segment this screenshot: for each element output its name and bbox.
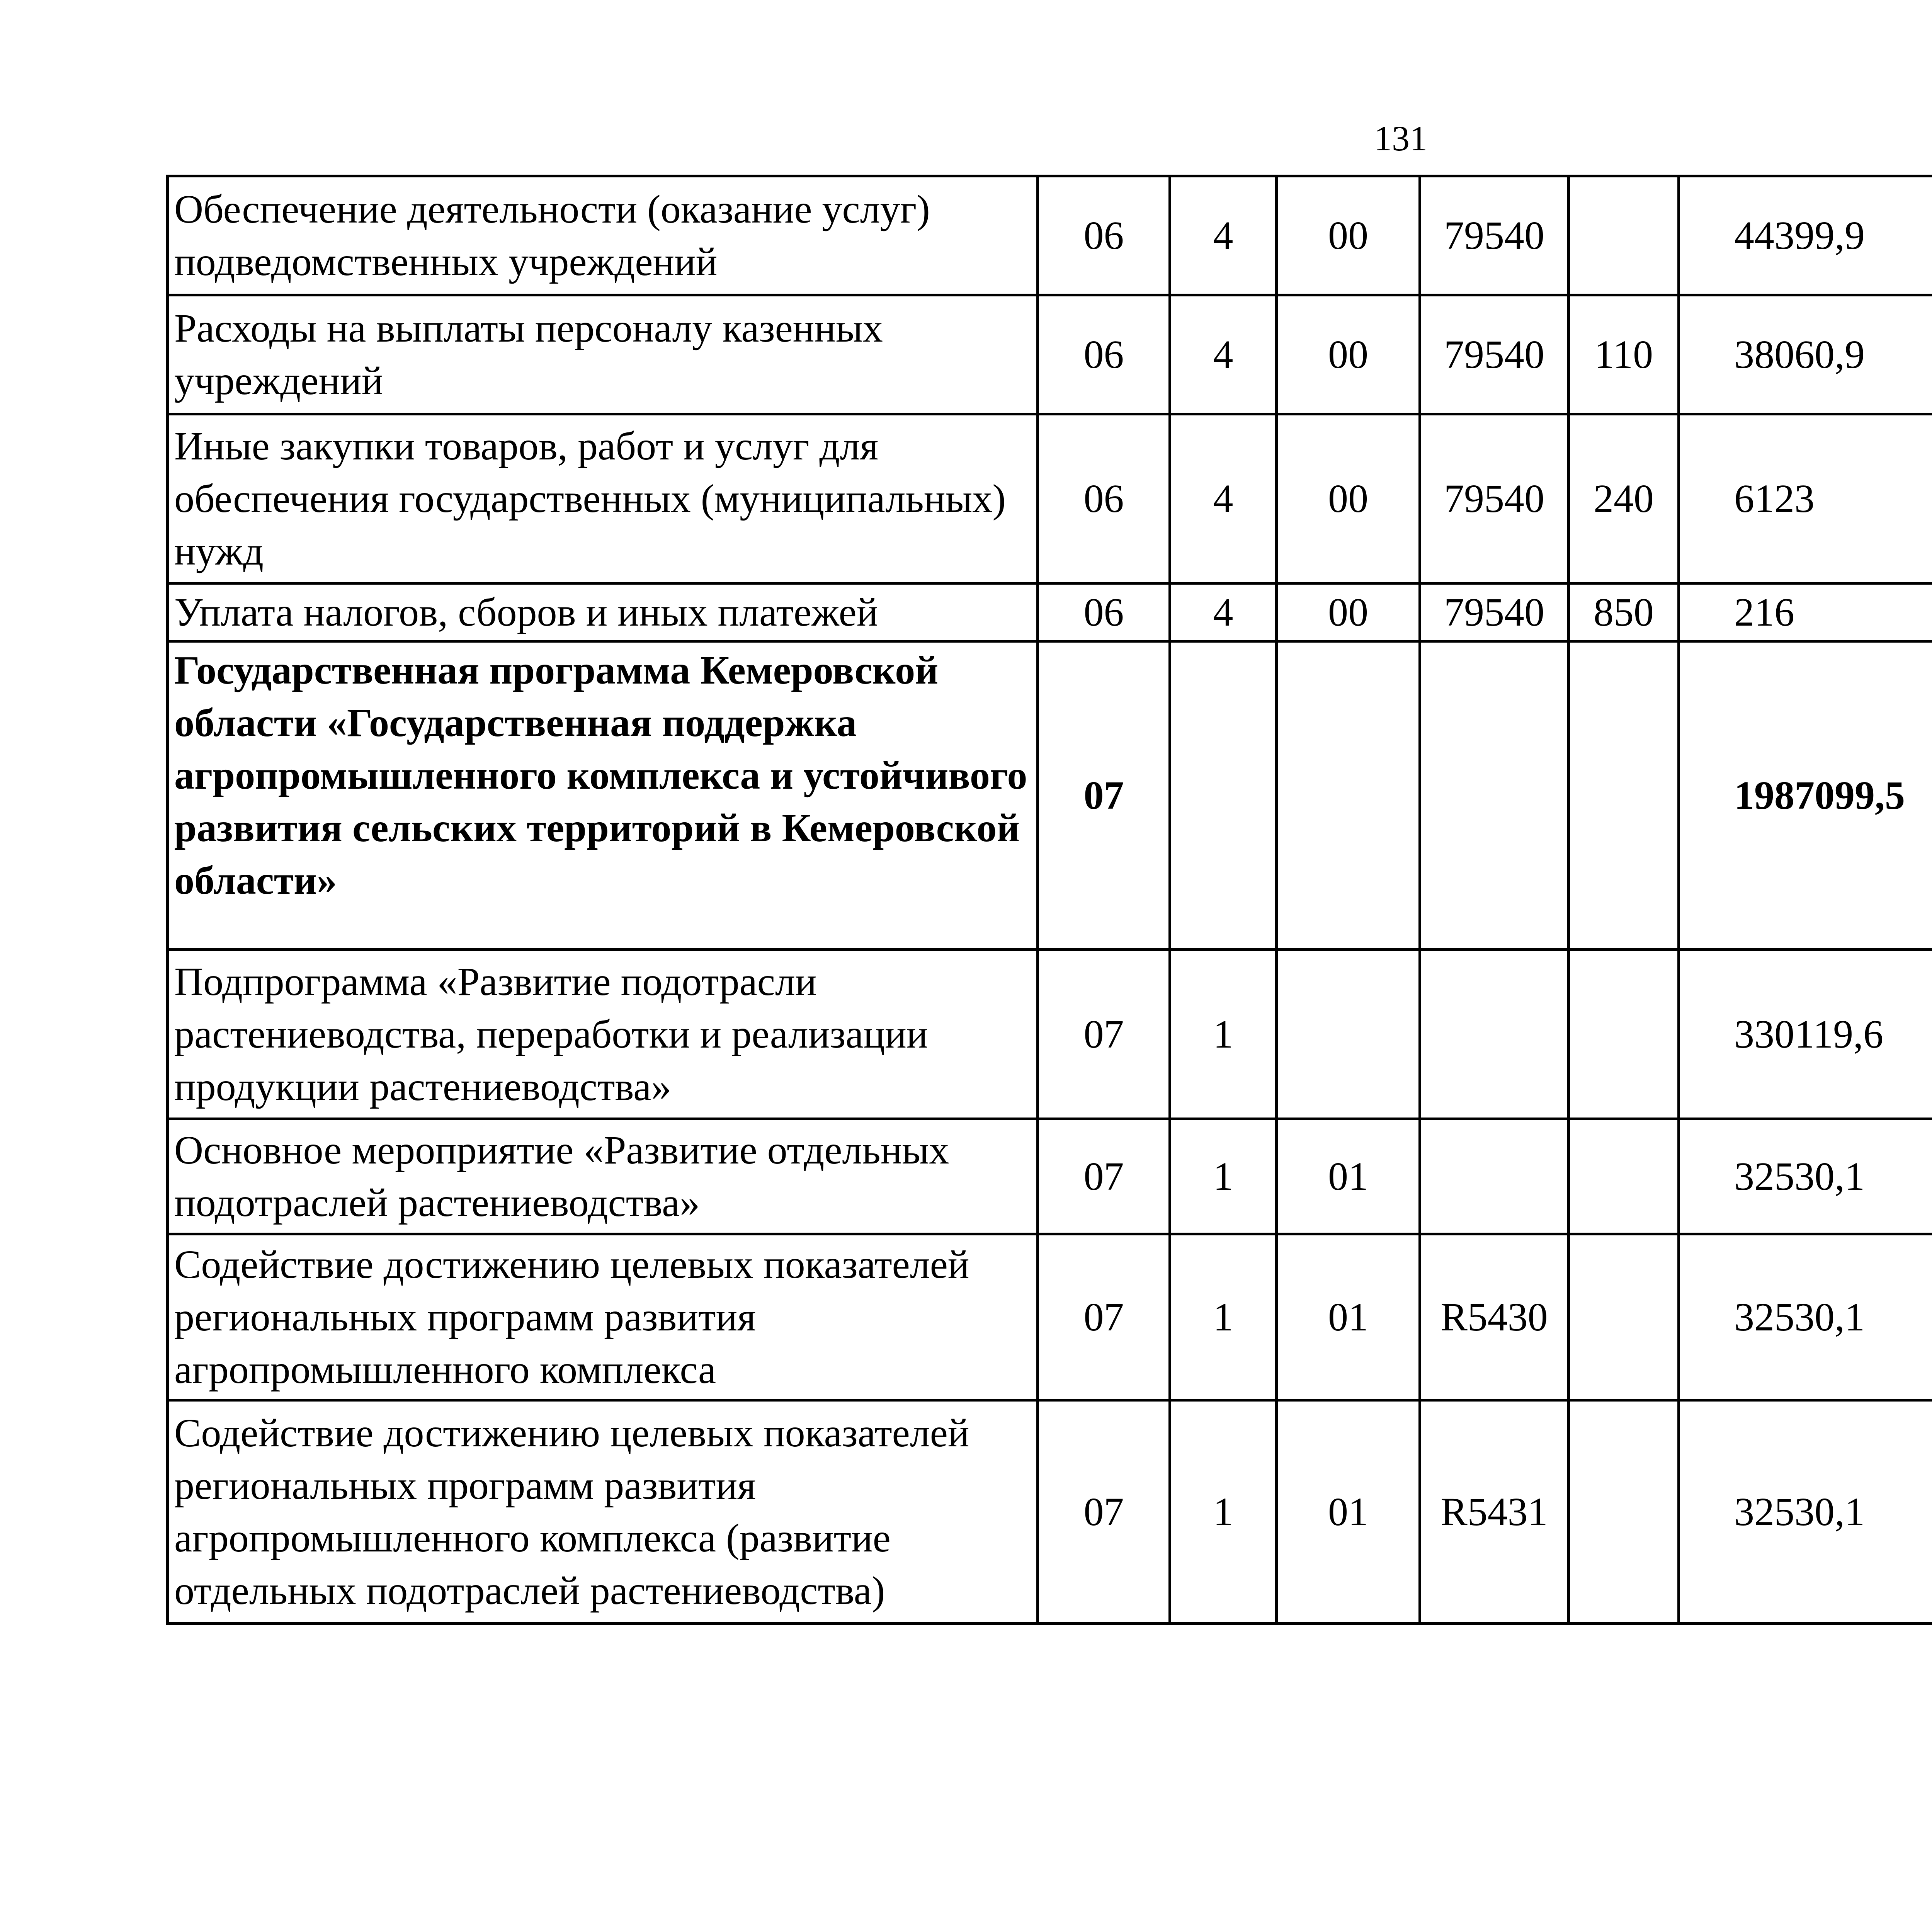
program-code: 4: [1170, 414, 1277, 583]
amount-year-1: 330119,6: [1679, 950, 1932, 1119]
table-row: [168, 295, 1932, 414]
expense-type-code: [1569, 950, 1679, 1119]
amount-year-1: 216: [1679, 583, 1932, 641]
amount-year-1: 32530,1: [1679, 1400, 1932, 1624]
amount-year-1: 32530,1: [1679, 1234, 1932, 1400]
amount-year-1: 6123: [1679, 414, 1932, 583]
table-row: [168, 1119, 1932, 1234]
expense-type-code: 240: [1569, 414, 1679, 583]
program-code: [1170, 641, 1277, 950]
section-code: 07: [1038, 950, 1170, 1119]
program-code: 1: [1170, 1400, 1277, 1624]
table-row: [168, 583, 1932, 641]
subprogram-code: 00: [1277, 583, 1420, 641]
row-name: Иные закупки товаров, работ и услуг для обеспечения государственных (муниципальных) нужд: [168, 414, 1038, 583]
expense-type-code: 850: [1569, 583, 1679, 641]
direction-code: 79540: [1420, 414, 1569, 583]
program-code: 4: [1170, 176, 1277, 295]
direction-code: R5430: [1420, 1234, 1569, 1400]
expense-type-code: [1569, 1119, 1679, 1234]
section-code: 07: [1038, 1234, 1170, 1400]
expense-type-code: [1569, 176, 1679, 295]
subprogram-code: 00: [1277, 176, 1420, 295]
row-name: Уплата налогов, сборов и иных платежей: [168, 583, 1038, 641]
program-code: 1: [1170, 1119, 1277, 1234]
subprogram-code: 00: [1277, 295, 1420, 414]
budget-table: [166, 175, 1932, 1625]
subprogram-code: [1277, 641, 1420, 950]
expense-type-code: [1569, 1400, 1679, 1624]
expense-type-code: 110: [1569, 295, 1679, 414]
table-row: [168, 1400, 1932, 1624]
section-code: 06: [1038, 583, 1170, 641]
section-code: 07: [1038, 1400, 1170, 1624]
section-code: 06: [1038, 414, 1170, 583]
row-name: Основное мероприятие «Развитие отдельных подотраслей растениеводства»: [168, 1119, 1038, 1234]
program-code: 4: [1170, 295, 1277, 414]
section-code: 07: [1038, 641, 1170, 950]
table-row: [168, 641, 1932, 950]
section-code: 06: [1038, 176, 1170, 295]
row-name: Государственная программа Кемеровской области «Государственная поддержка агропромышленного комплекса и устойчивого развития сельских территорий в Кемеровской области»: [168, 641, 1038, 950]
section-code: 06: [1038, 295, 1170, 414]
direction-code: 79540: [1420, 583, 1569, 641]
amount-year-1: 38060,9: [1679, 295, 1932, 414]
row-name: Содействие достижению целевых показателей региональных программ развития агропромышленного комплекса: [168, 1234, 1038, 1400]
row-name: Подпрограмма «Развитие подотрасли растениеводства, переработки и реализации продукции растениеводства»: [168, 950, 1038, 1119]
direction-code: [1420, 1119, 1569, 1234]
row-name: Содействие достижению целевых показателей региональных программ развития агропромышленного комплекса (развитие отдельных подотраслей растениеводства): [168, 1400, 1038, 1624]
subprogram-code: 01: [1277, 1234, 1420, 1400]
page-number: 131: [1374, 119, 1427, 158]
table-row: [168, 414, 1932, 583]
amount-year-1: 1987099,5: [1679, 641, 1932, 950]
subprogram-code: 01: [1277, 1400, 1420, 1624]
expense-type-code: [1569, 1234, 1679, 1400]
expense-type-code: [1569, 641, 1679, 950]
program-code: 4: [1170, 583, 1277, 641]
amount-year-1: 32530,1: [1679, 1119, 1932, 1234]
direction-code: R5431: [1420, 1400, 1569, 1624]
subprogram-code: 00: [1277, 414, 1420, 583]
program-code: 1: [1170, 950, 1277, 1119]
section-code: 07: [1038, 1119, 1170, 1234]
subprogram-code: [1277, 950, 1420, 1119]
subprogram-code: 01: [1277, 1119, 1420, 1234]
direction-code: 79540: [1420, 295, 1569, 414]
table-row: [168, 950, 1932, 1119]
program-code: 1: [1170, 1234, 1277, 1400]
row-name: Обеспечение деятельности (оказание услуг) подведомственных учреждений: [168, 176, 1038, 295]
amount-year-1: 44399,9: [1679, 176, 1932, 295]
table-row: [168, 1234, 1932, 1400]
row-name: Расходы на выплаты персоналу казенных учреждений: [168, 295, 1038, 414]
direction-code: 79540: [1420, 176, 1569, 295]
table-row: [168, 176, 1932, 295]
direction-code: [1420, 950, 1569, 1119]
direction-code: [1420, 641, 1569, 950]
